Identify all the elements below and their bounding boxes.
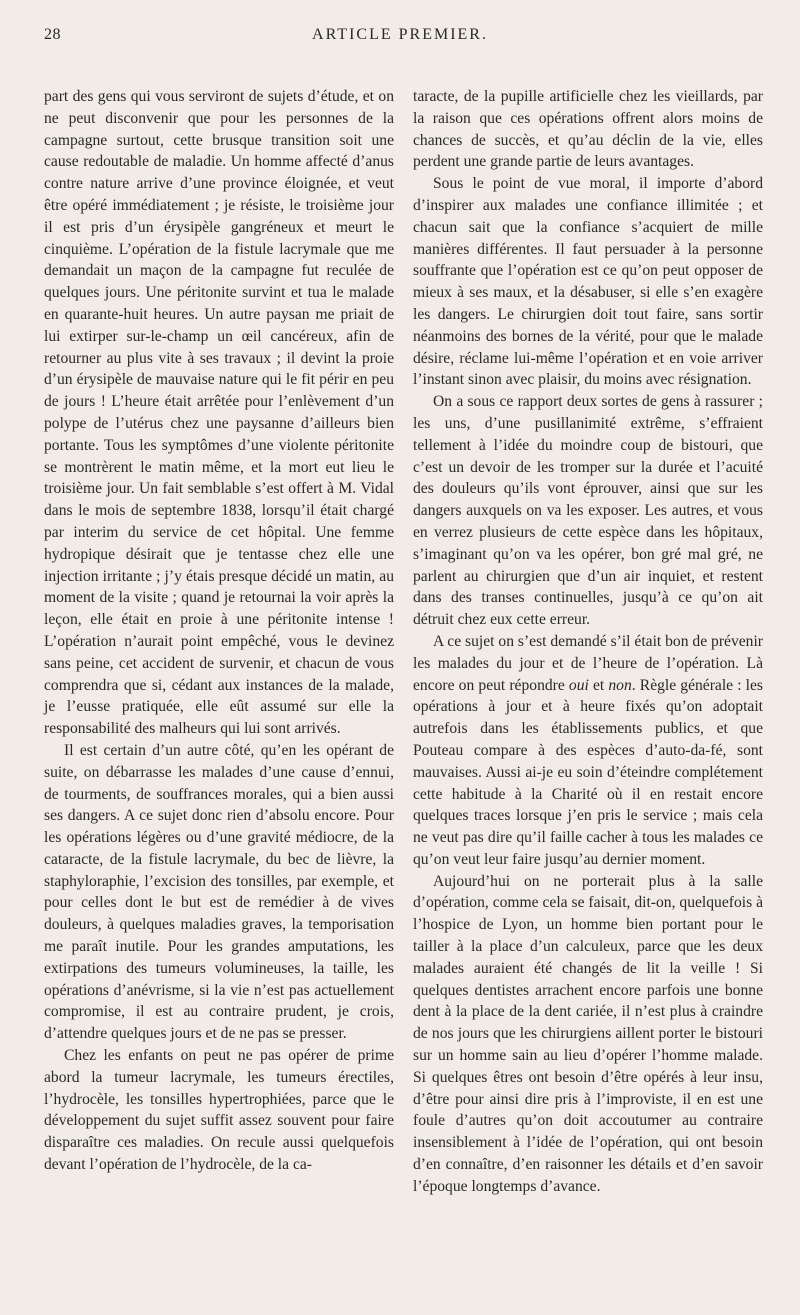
right-column (413, 86, 763, 1198)
paragraph-text: . Règle générale : les opérations à jour et à heure fixés qu’on adoptait autrefois dans les établissements publics, et que Pouteau compare à des espèces d’auto-da-fé, sont mauvaises. Aussi ai-je eu soin d’éteindre complétement cette habitude à la Charité où il en restait encore quelques traces lorsque j’en pris le service ; mais cela ne veut pas dire qu’il faille cacher à tous les malades ce qu’on veut leur faire jusqu’au dernier moment. (413, 676, 763, 868)
paragraph: Sous le point de vue moral, il importe d’abord d’inspirer aux malades une confiance illimitée ; et chacun sait que la confiance s’acquiert de mille manières différentes. Il faut persuader à la personne souffrante que l’opération est ce qu’on peut opposer de mieux à ses maux, et la désabuser, si elle s’en exagère les dangers. Le chirurgien doit tout faire, sans sortir néanmoins des bornes de la vérité, pour que le malade désire, réclame lui-même l’opération et en voie arriver l’instant sinon avec plaisir, du moins avec résignation. (413, 175, 763, 389)
left-column (44, 86, 394, 1176)
emphasis-oui: oui (568, 676, 589, 694)
paragraph (413, 631, 763, 871)
paragraph-text: A ce sujet on s’est demandé s’il était bon de prévenir les malades du jour et de l’heure de l’opération. Là encore on peut répondre (413, 632, 763, 694)
paragraph: Il est certain d’un autre côté, qu’en les opérant de suite, on débarrasse les malades d’une cause d’ennui, de tourments, de souffrances morales, qui a bien aussi ses dangers. A ce sujet donc rien d’absolu encore. Pour les opérations légères ou d’une gravité médiocre, de la cataracte, de la fistule lacrymale, du bec de lièvre, la staphyloraphie, l’excision des tonsilles, par exemple, et pour celles dont le but est de remédier à de vives douleurs, à quelques maladies graves, la temporisation me paraît inutile. Pour les grandes amputations, les extirpations des tumeurs volumineuses, la taille, les opérations d’anévrisme, si la vie n’est pas actuellement compromise, il est au contraire prudent, je crois, d’attendre quelques jours et de ne pas se presser. (44, 741, 394, 1043)
page-number: 28 (44, 26, 61, 43)
paragraph: part des gens qui vous serviront de sujets d’étude, et on ne peut disconvenir que pour les personnes de la campagne surtout, cette brusque transition soit une cause redoutable de maladie. Un homme affecté d’anus contre nature arrive d’une province éloignée, et veut être opéré immédiatement ; je résiste, le troisième jour il est pris d’un érysipèle gangréneux et meurt le cinquième. L’opération de la fistule lacrymale que me demandait un maçon de la campagne fut reculée de quelques jours. Une péritonite survint et tua le malade en quarante-huit heures. Un autre paysan me priait de lui extirper sur-le-champ un œil cancéreux, afin de retourner au plus vite à ses travaux ; il devint la proie d’un érysipèle de mauvaise nature qui le fit périr en peu de jours ! L’heure était arrêtée pour l’enlèvement d’un polype de l’utérus chez une paysanne d’ailleurs bien portante. Tous les symptômes d’une violente péritonite se montrèrent le matin même, et la mort eut lieu le troisième jour. Un fait semblable s’est offert à M. Vidal dans le mois de septembre 1838, lorsqu’il était chargé par interim du service de cet hôpital. Une femme hydropique désirait que je tentasse chez elle une injection irritante ; j’y étais presque décidé un matin, au moment de la visite ; quand je retournai la voir après la leçon, elle était en proie à une péritonite intense ! L’opération n’aurait point empêché, vous le devinez sans peine, cet accident de survenir, et chacun de vous comprendra que si, cédant aux instances de la malade, je l’eusse pratiquée, elle eût assumé sur elle la responsabilité des malheurs qui lui sont arrivés. (44, 88, 394, 738)
emphasis-non: non (608, 676, 632, 694)
paragraph: Chez les enfants on peut ne pas opérer de prime abord la tumeur lacrymale, les tumeurs érectiles, l’hydrocèle, les tonsilles hypertrophiées, parce que le développement du sujet suffit assez souvent pour faire disparaître ces maladies. On recule aussi quelquefois devant l’opération de l’hydrocèle, de la ca- (44, 1047, 394, 1174)
paragraph-text: et (588, 676, 609, 694)
page-header (44, 26, 756, 52)
paragraph: On a sous ce rapport deux sortes de gens à rassurer ; les uns, d’une pusillanimité extrême, s’effraient tellement à l’idée du moindre coup de bistouri, que c’est un devoir de les tromper sur la durée et l’acuité des douleurs qu’ils vont éprouver, ainsi que sur les dangers auxquels on va les exposer. Les autres, et vous en verrez plusieurs de cette espèce dans les hôpitaux, s’imaginant qu’on va les opérer, bon gré mal gré, ne parlent au chirurgien que d’un air inquiet, et restent dans des transes continuelles, jusqu’à ce qu’on ait détruit chez eux cette erreur. (413, 393, 763, 629)
paragraph: Aujourd’hui on ne porterait plus à la salle d’opération, comme cela se faisait, dit-on, quelquefois à l’hospice de Lyon, un homme bien portant pour le tailler à la place d’un calculeux, parce que les deux malades auraient été changés de lit la veille ! Si quelques dentistes arrachent encore parfois une bonne dent à la place de la dent cariée, il n’est plus à craindre de nos jours que les chirurgiens aillent porter le bistouri sur un homme sain au lieu d’opérer l’homme malade. Si quelques êtres ont besoin d’être opérés à leur insu, d’être pour ainsi dire pris à l’improviste, il en est une foule d’autres qu’on doit accoutumer au contraire insensiblement à l’idée de l’opération, qui ont besoin d’en connaître, d’en raisonner les détails et d’en savoir l’époque longtemps d’avance. (413, 872, 763, 1195)
paragraph: taracte, de la pupille artificielle chez les vieillards, par la raison que ces opérations offrent alors moins de chances de succès, et qu’au déclin de la vie, elles perdent une grande partie de leurs avantages. (413, 88, 763, 171)
running-head: ARTICLE PREMIER. (312, 26, 488, 43)
